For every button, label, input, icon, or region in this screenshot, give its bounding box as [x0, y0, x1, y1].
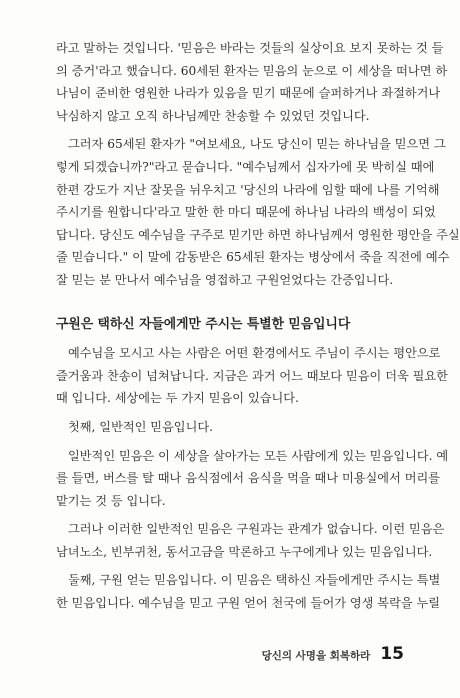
text-line: 첫째, 일반적인 믿음입니다.	[68, 419, 214, 434]
running-book-title: 당신의 사명을 회복하라	[261, 650, 371, 662]
paragraph	[56, 133, 460, 291]
paragraph	[56, 37, 448, 127]
text-line: 일반적인 믿음은 이 세상을 살아가는 모든 사람에게 있는 믿음입니다. 예	[68, 448, 449, 463]
text-line: 그러자 65세된 환자가 "여보세요, 나도 당신이 믿는 하나님을 믿으면 그	[68, 137, 446, 152]
text-line: 의 증거'라고 했습니다. 60세된 환자는 믿음의 눈으로 이 세상을 떠나면 하	[56, 63, 448, 78]
page-footer	[262, 644, 404, 664]
paragraphs-bottom	[56, 342, 449, 615]
paragraph	[56, 342, 448, 410]
paragraph	[56, 416, 408, 439]
text-line: 그러나 이러한 일반적인 믿음은 구원과는 관계가 없습니다. 이런 믿음은	[68, 522, 445, 537]
text-line: 때 입니다. 세상에는 두 가지 믿음이 있습니다.	[56, 391, 299, 406]
paragraphs-top	[56, 37, 460, 292]
text-line: 줄 믿습니다." 이 말에 감동받은 65세된 환자는 병상에서 죽을 직전에 예수	[56, 250, 450, 265]
text-line: 남녀노소, 빈부귀천, 동서고금을 막론하고 누구에게나 있는 믿음입니다.	[56, 544, 433, 559]
text-line: 를 들면, 버스를 탈 때나 음식점에서 음식을 먹을 때나 미용실에서 머리를	[56, 471, 441, 486]
body-text	[56, 37, 460, 621]
text-line: 주시기를 원합니다'라고 말한 한 마디 때문에 하나님 나라의 백성이 되었	[56, 205, 436, 220]
section-heading: 구원은 택하신 자들에게만 주시는 특별한 믿음입니다	[56, 316, 351, 332]
paragraph	[56, 518, 445, 563]
text-line: 렇게 되겠습니까?"라고 묻습니다. "예수님께서 십자가에 못 박히실 때에	[56, 159, 435, 174]
paragraph	[56, 569, 441, 614]
text-line: 나님이 준비한 영원한 나라가 있음을 믿기 때문에 슬퍼하거나 좌절하거나	[56, 86, 441, 101]
text-line: 라고 말하는 것입니다. '믿음은 바라는 것들의 실상이요 보지 못하는 것 들	[56, 41, 444, 55]
text-line: 맡기는 것 등 입니다.	[56, 493, 166, 508]
text-line: 둘째, 구원 얻는 믿음입니다. 이 믿음은 택하신 자들에게만 주시는 특별	[68, 573, 441, 588]
text-line: 한편 강도가 지난 잘못을 뉘우치고 '당신의 나라에 임할 때에 나를 기억해	[56, 182, 440, 197]
text-line: 한 믿음입니다. 예수님을 믿고 구원 얻어 천국에 들어가 영생 복락을 누릴	[56, 596, 441, 611]
text-line: 예수님을 모시고 사는 사람은 어떤 환경에서도 주님이 주시는 평안으로	[68, 346, 441, 361]
page-number: 15	[380, 644, 404, 664]
text-line: 즐거움과 찬송이 넘쳐납니다. 지금은 과거 어느 때보다 믿음이 더욱 필요한	[56, 368, 448, 383]
text-line: 답니다. 당신도 예수님을 구주로 믿기만 하면 하나님께서 영원한 평안을 주실	[56, 227, 460, 242]
paragraph	[56, 445, 449, 513]
text-line: 낙심하지 않고 오직 하나님께만 찬송할 수 있었던 것입니다.	[56, 108, 370, 123]
text-line: 잘 믿는 분 만나서 예수님을 영접하고 구원얻었다는 간증입니다.	[56, 272, 394, 287]
